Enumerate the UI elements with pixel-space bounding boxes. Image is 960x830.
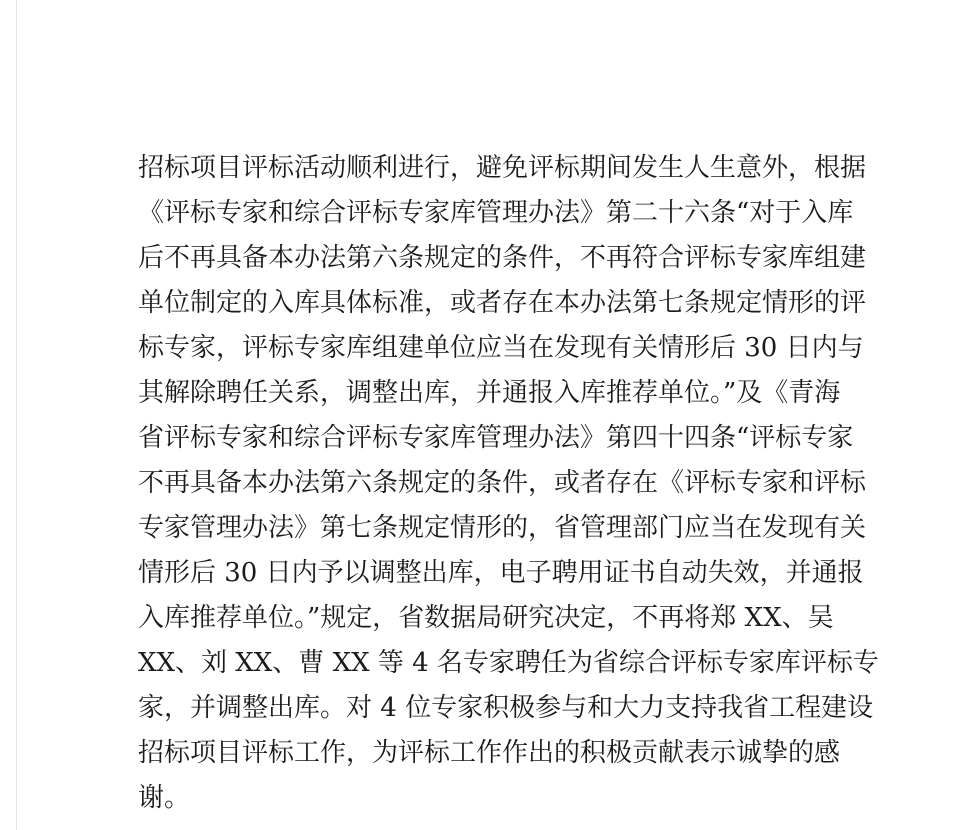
text-line-15: 谢。 bbox=[138, 783, 191, 813]
text-line-9: 专家管理办法》第七条规定情形的，省管理部门应当在发现有关 bbox=[138, 513, 867, 543]
text-line-11: 入库推荐单位。”规定，省数据局研究决定，不再将郑 XX、吴 bbox=[138, 603, 834, 633]
text-line-1: 招标项目评标活动顺利进行，避免评标期间发生人生意外，根据 bbox=[138, 153, 867, 183]
text-line-3: 后不再具备本办法第六条规定的条件，不再符合评标专家库组建 bbox=[138, 243, 867, 273]
text-line-10: 情形后 30 日内予以调整出库，电子聘用证书自动失效，并通报 bbox=[138, 558, 864, 588]
page-edge-divider bbox=[16, 0, 17, 830]
text-line-8: 不再具备本办法第六条规定的条件，或者存在《评标专家和评标 bbox=[138, 468, 867, 498]
text-line-12: XX、刘 XX、曹 XX 等 4 名专家聘任为省综合评标专家库评标专 bbox=[138, 648, 879, 678]
body-paragraph bbox=[138, 146, 898, 821]
text-line-14: 招标项目评标工作，为评标工作作出的积极贡献表示诚挚的感 bbox=[138, 738, 841, 768]
text-line-6: 其解除聘任关系，调整出库，并通报入库推荐单位。”及《青海 bbox=[138, 378, 841, 408]
text-line-5: 标专家，评标专家库组建单位应当在发现有关情形后 30 日内与 bbox=[138, 333, 864, 363]
text-line-7: 省评标专家和综合评标专家库管理办法》第四十四条“评标专家 bbox=[138, 423, 854, 453]
text-line-13: 家，并调整出库。对 4 位专家积极参与和大力支持我省工程建设 bbox=[138, 693, 874, 723]
text-line-4: 单位制定的入库具体标准，或者存在本办法第七条规定情形的评 bbox=[138, 288, 867, 318]
text-line-2: 《评标专家和综合评标专家库管理办法》第二十六条“对于入库 bbox=[138, 198, 854, 228]
